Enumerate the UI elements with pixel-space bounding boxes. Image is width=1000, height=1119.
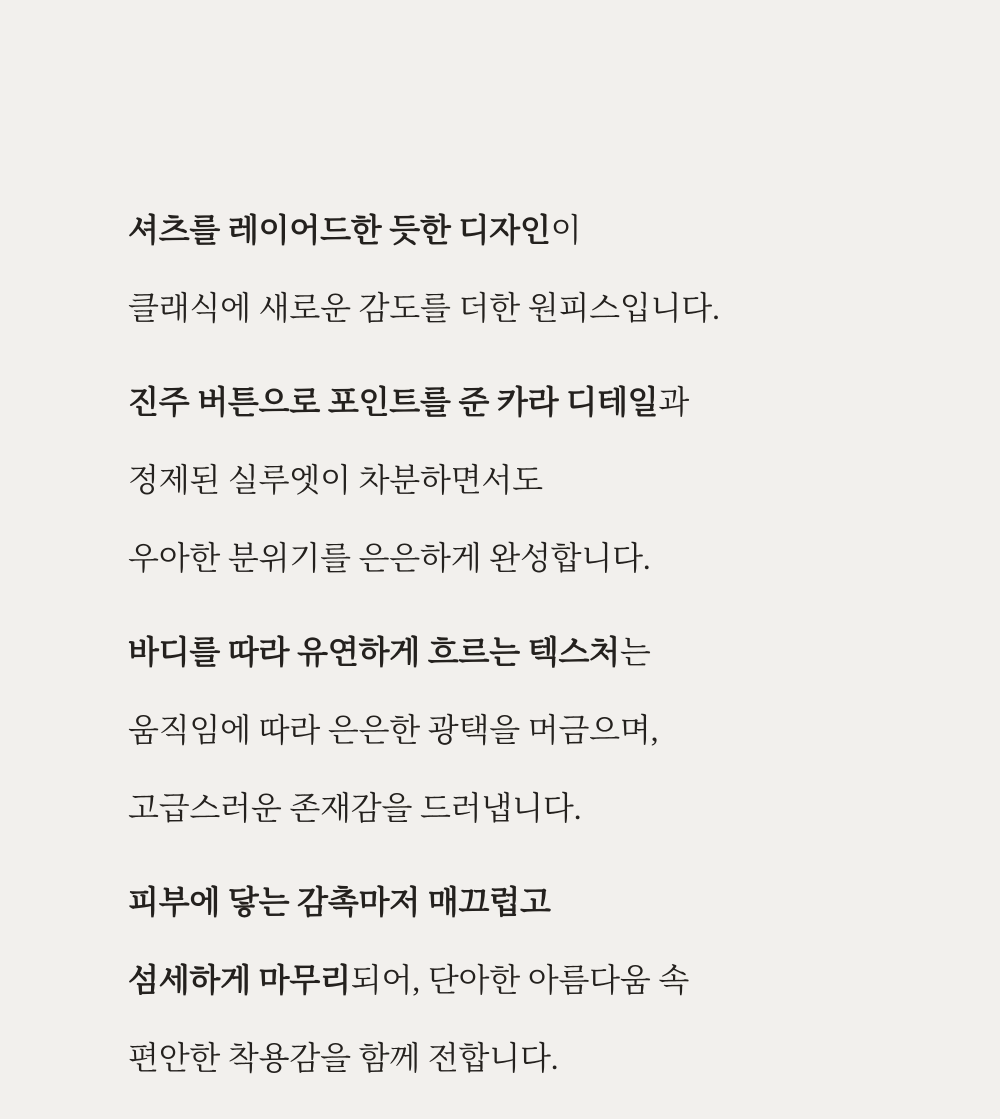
emphasis-text: 셔츠를 레이어드한 듯한 디자인 (128, 212, 551, 248)
body-text: 움직임에 따라 은은한 광택을 머금으며, (128, 712, 659, 748)
paragraph-line (128, 879, 910, 925)
paragraph-line (128, 629, 910, 675)
paragraph-block (128, 379, 910, 581)
paragraph-line (128, 535, 910, 581)
paragraph-line (128, 207, 910, 253)
paragraph-block (128, 629, 910, 831)
emphasis-text: 섬세하게 마무리 (128, 962, 351, 998)
paragraph-line (128, 285, 910, 331)
body-text: 편안한 착용감을 함께 전합니다. (128, 1040, 559, 1076)
body-text: 는 (619, 634, 651, 670)
paragraph-line (128, 785, 910, 831)
paragraph-line (128, 1035, 910, 1081)
emphasis-text: 바디를 따라 유연하게 흐르는 텍스처 (128, 634, 620, 670)
paragraph-block (128, 879, 910, 1081)
description-blocks (128, 207, 910, 1081)
emphasis-text: 피부에 닿는 감촉마저 매끄럽고 (128, 884, 551, 920)
body-text: 우아한 분위기를 은은하게 완성합니다. (128, 540, 651, 576)
paragraph-line (128, 379, 910, 425)
body-text: 고급스러운 존재감을 드러냅니다. (128, 790, 582, 826)
paragraph-line (128, 457, 910, 503)
paragraph-line (128, 707, 910, 753)
body-text: 정제된 실루엣이 차분하면서도 (128, 462, 543, 498)
paragraph-block (128, 207, 910, 331)
body-text: 이 (550, 212, 582, 248)
paragraph-line (128, 957, 910, 1003)
body-text: 되어, 단아한 아름다움 속 (350, 962, 690, 998)
emphasis-text: 진주 버튼으로 포인트를 준 카라 디테일 (128, 384, 659, 420)
body-text: 클래식에 새로운 감도를 더한 원피스입니다. (128, 290, 720, 326)
body-text: 과 (658, 384, 690, 420)
